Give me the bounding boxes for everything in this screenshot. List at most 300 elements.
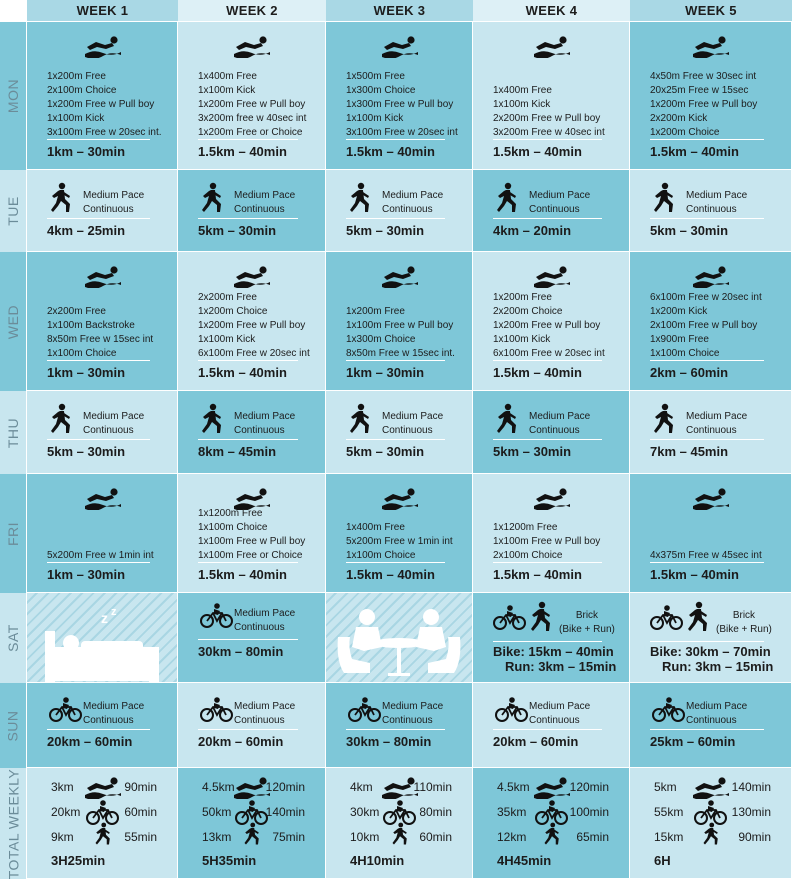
swim-set-line: 1x200m Choice bbox=[650, 127, 720, 138]
dining-table-icon bbox=[334, 607, 466, 679]
swim-set-line: 1x900m Free bbox=[650, 334, 709, 345]
pace-line: Brick bbox=[575, 610, 599, 621]
swim-set-line: 1x200m Free w Pull boy bbox=[493, 320, 601, 331]
sat-bike-total: Bike: 30km – 70min bbox=[650, 644, 771, 659]
pace-line: Medium Pace bbox=[382, 411, 444, 422]
swim-set-line: 20x25m Free w 15sec bbox=[650, 85, 749, 96]
day-label-thu bbox=[0, 391, 26, 474]
mon-week-2-cell bbox=[178, 22, 325, 169]
wed-week-4-cell bbox=[473, 252, 629, 390]
runner-icon bbox=[200, 182, 224, 214]
thu-total: 5km – 30min bbox=[493, 444, 572, 459]
swimmer-icon bbox=[533, 264, 571, 288]
pace-line: Continuous bbox=[83, 204, 134, 215]
cyclist-icon bbox=[495, 697, 529, 723]
mon-swim-sets bbox=[493, 84, 605, 140]
wed-swim-sets bbox=[47, 305, 153, 361]
weekly-total: 5H35min bbox=[202, 853, 257, 868]
sleeping-icon bbox=[41, 601, 165, 689]
swimmer-icon bbox=[84, 486, 122, 510]
sat-pace bbox=[234, 607, 295, 635]
runner-icon bbox=[49, 182, 73, 214]
runner-icon bbox=[49, 403, 73, 435]
mon-swim-sets bbox=[47, 70, 162, 140]
swim-set-line: 1x100m Kick bbox=[493, 334, 551, 345]
sun-pace bbox=[529, 700, 590, 728]
swim-set-line: 1x300m Free w Pull boy bbox=[346, 99, 454, 110]
sun-week-3-cell bbox=[326, 683, 472, 767]
swim-set-line: 2x200m Free bbox=[47, 306, 106, 317]
mon-week-4-cell bbox=[473, 22, 629, 169]
weekly-bike-distance: 55km bbox=[654, 805, 684, 819]
weekly-total: 3H25min bbox=[51, 853, 106, 868]
swim-set-line: 1x200m Free w Pull boy bbox=[198, 99, 306, 110]
fri-total: 1.5km – 40min bbox=[650, 567, 739, 582]
tue-total: 5km – 30min bbox=[650, 223, 729, 238]
divider bbox=[346, 139, 445, 140]
tue-week-3-cell bbox=[326, 170, 472, 251]
tue-total: 4km – 25min bbox=[47, 223, 126, 238]
swim-set-line: 1x100m Kick bbox=[198, 334, 256, 345]
pace-line: Continuous bbox=[686, 715, 737, 726]
sun-week-1-cell bbox=[27, 683, 177, 767]
tue-week-4-cell bbox=[473, 170, 629, 251]
day-label-text: WED bbox=[5, 304, 22, 339]
pace-line: Medium Pace bbox=[234, 411, 296, 422]
divider bbox=[346, 562, 445, 563]
fri-week-1-cell bbox=[27, 474, 177, 592]
fri-swim-sets bbox=[346, 521, 453, 563]
pace-line: Continuous bbox=[234, 204, 285, 215]
day-label-text: SUN bbox=[5, 709, 21, 742]
sun-total: 20km – 60min bbox=[493, 734, 579, 749]
divider bbox=[493, 139, 602, 140]
divider bbox=[650, 641, 764, 642]
weekly-total: 4H10min bbox=[350, 853, 405, 868]
divider bbox=[493, 439, 602, 440]
swim-set-line: 1x100m Choice bbox=[198, 522, 268, 533]
runner-icon bbox=[686, 601, 710, 633]
weekly-run-distance: 9km bbox=[51, 830, 74, 844]
cyclist-icon bbox=[200, 603, 234, 629]
divider bbox=[346, 218, 445, 219]
weekly-run-time: 90min bbox=[738, 830, 771, 844]
tue-total: 5km – 30min bbox=[346, 223, 425, 238]
weekly-bike-distance: 50km bbox=[202, 805, 232, 819]
weekly-swim-time: 140min bbox=[731, 780, 771, 794]
weekly-run-distance: 13km bbox=[202, 830, 232, 844]
swim-set-line: 1x200m Kick bbox=[650, 306, 708, 317]
week-header-3: WEEK 3 bbox=[326, 0, 473, 21]
divider bbox=[650, 562, 764, 563]
pace-line: Medium Pace bbox=[83, 190, 145, 201]
swim-set-line: 1x200m Free bbox=[47, 71, 106, 82]
divider bbox=[493, 641, 602, 642]
divider bbox=[493, 729, 602, 730]
swim-set-line: 1x100m Kick bbox=[47, 113, 105, 124]
pace-line: Continuous bbox=[529, 204, 580, 215]
sun-pace bbox=[83, 700, 144, 728]
day-label-tue bbox=[0, 170, 26, 252]
day-label-fri bbox=[0, 474, 26, 593]
fri-swim-sets bbox=[650, 549, 762, 563]
wed-week-5-cell bbox=[630, 252, 791, 390]
thu-pace bbox=[234, 410, 295, 438]
weekly-bike-distance: 20km bbox=[51, 805, 81, 819]
swim-set-line: 6x100m Free w 20sec int bbox=[650, 292, 762, 303]
weekly-swim-time: 120min bbox=[569, 780, 609, 794]
weekly-swim-distance: 4km bbox=[350, 780, 373, 794]
mon-swim-sets bbox=[346, 70, 458, 140]
thu-pace bbox=[686, 410, 747, 438]
thu-week-4-cell bbox=[473, 391, 629, 473]
mon-total: 1.5km – 40min bbox=[650, 144, 739, 159]
swim-set-line: 1x200m Free or Choice bbox=[198, 127, 303, 138]
swim-set-line: 1x200m Free w Pull boy bbox=[47, 99, 155, 110]
day-label-text: MON bbox=[5, 78, 22, 114]
weekly-week-5-cell bbox=[630, 768, 791, 878]
fri-swim-sets bbox=[493, 521, 600, 563]
swim-set-line: 1x200m Free w Pull boy bbox=[198, 320, 306, 331]
mon-swim-sets bbox=[650, 70, 757, 140]
runner-icon bbox=[495, 403, 519, 435]
weekly-swim-time: 110min bbox=[413, 780, 452, 794]
pace-line: Medium Pace bbox=[234, 190, 296, 201]
thu-total: 5km – 30min bbox=[47, 444, 126, 459]
wed-total: 1.5km – 40min bbox=[493, 365, 582, 380]
swim-set-line: 1x100m Choice bbox=[650, 348, 720, 359]
divider bbox=[47, 439, 150, 440]
pace-line: Continuous bbox=[382, 425, 433, 436]
fri-week-5-cell bbox=[630, 474, 791, 592]
sun-pace bbox=[686, 700, 747, 728]
weekly-run-time: 75min bbox=[272, 830, 305, 844]
swim-set-line: 2x200m Free w Pull boy bbox=[493, 113, 601, 124]
weekly-swim-distance: 4.5km bbox=[202, 780, 235, 794]
runner-icon bbox=[348, 403, 372, 435]
mon-total: 1km – 30min bbox=[47, 144, 126, 159]
sun-total: 25km – 60min bbox=[650, 734, 736, 749]
thu-week-1-cell bbox=[27, 391, 177, 473]
wed-week-3-cell bbox=[326, 252, 472, 390]
pace-line: Medium Pace bbox=[529, 190, 591, 201]
day-label-mon bbox=[0, 22, 26, 170]
swim-set-line: 8x50m Free w 15sec int. bbox=[346, 348, 455, 359]
sat-brick-label bbox=[716, 609, 772, 637]
tue-pace bbox=[529, 189, 590, 217]
swim-set-line: 8x50m Free w 15sec int bbox=[47, 334, 154, 345]
wed-total: 1.5km – 40min bbox=[198, 365, 287, 380]
swim-set-line: 3x100m Free w 20sec int bbox=[346, 127, 458, 138]
day-label-text: THU bbox=[5, 417, 21, 448]
day-label-text: TOTAL WEEKLY bbox=[5, 768, 22, 879]
tue-pace bbox=[234, 189, 295, 217]
fri-swim-sets bbox=[47, 549, 154, 563]
swim-set-line: 4x50m Free w 30sec int bbox=[650, 71, 757, 82]
weekly-swim-time: 120min bbox=[265, 780, 305, 794]
tue-week-5-cell bbox=[630, 170, 791, 251]
runner-icon bbox=[529, 601, 553, 633]
svg-text:z: z bbox=[110, 606, 116, 618]
pace-line: Medium Pace bbox=[686, 190, 748, 201]
weekly-run-time: 55min bbox=[124, 830, 157, 844]
pace-line: Medium Pace bbox=[83, 411, 145, 422]
fri-week-3-cell bbox=[326, 474, 472, 592]
thu-total: 8km – 45min bbox=[198, 444, 277, 459]
swim-set-line: 1x100m Kick bbox=[493, 99, 551, 110]
runner-icon bbox=[391, 822, 409, 846]
wed-swim-sets bbox=[198, 291, 310, 361]
swim-set-line: 4x375m Free w 45sec int bbox=[650, 550, 762, 561]
pace-line: Medium Pace bbox=[529, 411, 591, 422]
pace-line: (Bike + Run) bbox=[559, 624, 615, 635]
divider bbox=[493, 562, 602, 563]
weekly-week-2-cell bbox=[178, 768, 325, 878]
swim-set-line: 1x100m Free w Pull boy bbox=[198, 536, 306, 547]
runner-icon bbox=[652, 403, 676, 435]
weekly-week-1-cell bbox=[27, 768, 177, 878]
swim-set-line: 6x100m Free w 20sec int bbox=[493, 348, 605, 359]
swim-set-line: 1x300m Choice bbox=[346, 334, 416, 345]
swimmer-icon bbox=[381, 486, 419, 510]
pace-line: (Bike + Run) bbox=[716, 624, 772, 635]
swimmer-icon bbox=[692, 264, 730, 288]
pace-line: Continuous bbox=[234, 715, 285, 726]
swim-set-line: 1x300m Choice bbox=[346, 85, 416, 96]
wed-swim-sets bbox=[346, 305, 455, 361]
swim-set-line: 1x100m Choice bbox=[346, 550, 416, 561]
pace-line: Medium Pace bbox=[382, 701, 444, 712]
swim-set-line: 3x100m Free w 20sec int. bbox=[47, 127, 162, 138]
thu-pace bbox=[382, 410, 443, 438]
swim-set-line: 2x200m Kick bbox=[650, 113, 708, 124]
swim-set-line: 5x200m Free w 1min int bbox=[346, 536, 453, 547]
pace-line: Brick bbox=[732, 610, 756, 621]
swim-set-line: 2x200m Choice bbox=[493, 306, 563, 317]
sat-run-total: Run: 3km – 15min bbox=[662, 659, 774, 674]
sun-pace bbox=[234, 700, 295, 728]
swimmer-icon bbox=[692, 486, 730, 510]
weekly-run-time: 60min bbox=[419, 830, 452, 844]
sat-week-5-cell bbox=[630, 593, 791, 682]
sat-total: 30km – 80min bbox=[198, 644, 284, 659]
pace-line: Medium Pace bbox=[686, 701, 748, 712]
mon-swim-sets bbox=[198, 70, 306, 140]
cyclist-icon bbox=[650, 605, 684, 631]
week-header-4: WEEK 4 bbox=[473, 0, 630, 21]
sat-week-2-cell bbox=[178, 593, 325, 682]
weekly-run-time: 65min bbox=[576, 830, 609, 844]
swimmer-icon bbox=[84, 264, 122, 288]
pace-line: Continuous bbox=[382, 204, 433, 215]
weekly-run-distance: 12km bbox=[497, 830, 527, 844]
sat-run-total: Run: 3km – 15min bbox=[505, 659, 617, 674]
pace-line: Medium Pace bbox=[529, 701, 591, 712]
tue-total: 4km – 20min bbox=[493, 223, 572, 238]
weekly-swim-distance: 4.5km bbox=[497, 780, 530, 794]
runner-icon bbox=[652, 182, 676, 214]
pace-line: Medium Pace bbox=[83, 701, 145, 712]
swim-set-line: 1x100m Free w Pull boy bbox=[493, 536, 601, 547]
divider bbox=[47, 218, 150, 219]
swimmer-icon bbox=[233, 264, 271, 288]
tue-pace bbox=[686, 189, 747, 217]
pace-line: Continuous bbox=[686, 204, 737, 215]
swim-set-line: 1x100m Free or Choice bbox=[198, 550, 303, 561]
swimmer-icon bbox=[533, 486, 571, 510]
pace-line: Continuous bbox=[529, 715, 580, 726]
divider bbox=[198, 729, 298, 730]
fri-total: 1.5km – 40min bbox=[198, 567, 287, 582]
runner-icon bbox=[495, 182, 519, 214]
swimmer-icon bbox=[692, 775, 730, 799]
fri-total: 1km – 30min bbox=[47, 567, 126, 582]
pace-line: Medium Pace bbox=[382, 190, 444, 201]
sun-pace bbox=[382, 700, 443, 728]
sat-week-4-cell bbox=[473, 593, 629, 682]
divider bbox=[198, 360, 298, 361]
divider bbox=[650, 218, 764, 219]
fri-total: 1.5km – 40min bbox=[346, 567, 435, 582]
weekly-week-3-cell bbox=[326, 768, 472, 878]
swim-set-line: 2x100m Choice bbox=[493, 550, 563, 561]
swim-set-line: 1x100m Free w Pull boy bbox=[346, 320, 454, 331]
swimmer-icon bbox=[84, 34, 122, 58]
wed-week-1-cell bbox=[27, 252, 177, 390]
divider bbox=[47, 729, 150, 730]
divider bbox=[493, 218, 602, 219]
day-label-sun bbox=[0, 683, 26, 768]
swimmer-icon bbox=[533, 34, 571, 58]
cyclist-icon bbox=[652, 697, 686, 723]
swim-set-line: 1x200m Choice bbox=[198, 306, 268, 317]
swim-set-line: 6x100m Free w 20sec int bbox=[198, 348, 310, 359]
weekly-swim-distance: 5km bbox=[654, 780, 677, 794]
divider bbox=[650, 360, 764, 361]
swimmer-icon bbox=[381, 34, 419, 58]
weekly-run-distance: 10km bbox=[350, 830, 380, 844]
thu-week-2-cell bbox=[178, 391, 325, 473]
swim-set-line: 2x200m Free bbox=[198, 292, 257, 303]
swim-set-line: 1x400m Free bbox=[493, 85, 552, 96]
sun-week-2-cell bbox=[178, 683, 325, 767]
swimmer-icon bbox=[84, 775, 122, 799]
divider bbox=[198, 639, 298, 640]
sat-week-3-cell bbox=[326, 593, 472, 682]
day-label-sat bbox=[0, 593, 26, 683]
swim-set-line: 1x100m Choice bbox=[47, 348, 117, 359]
runner-icon bbox=[348, 182, 372, 214]
week-header-1: WEEK 1 bbox=[27, 0, 178, 21]
runner-icon bbox=[94, 822, 112, 846]
sat-bike-total: Bike: 15km – 40min bbox=[493, 644, 614, 659]
divider bbox=[650, 729, 764, 730]
swimmer-icon bbox=[233, 34, 271, 58]
sat-week-1-cell bbox=[27, 593, 177, 682]
divider bbox=[346, 729, 445, 730]
runner-icon bbox=[243, 822, 261, 846]
fri-swim-sets bbox=[198, 507, 305, 563]
swim-set-line: 1x100m Kick bbox=[346, 113, 404, 124]
wed-total: 2km – 60min bbox=[650, 365, 729, 380]
divider bbox=[47, 360, 150, 361]
cyclist-icon bbox=[493, 605, 527, 631]
fri-total: 1.5km – 40min bbox=[493, 567, 582, 582]
thu-pace bbox=[529, 410, 590, 438]
swim-set-line: 3x200m free w 40sec int bbox=[198, 113, 307, 124]
swim-set-line: 1x500m Free bbox=[346, 71, 405, 82]
sun-total: 30km – 80min bbox=[346, 734, 432, 749]
swimmer-icon bbox=[381, 264, 419, 288]
pace-line: Continuous bbox=[83, 715, 134, 726]
swim-set-line: 1x1200m Free bbox=[198, 508, 263, 519]
wed-swim-sets bbox=[650, 291, 762, 361]
sat-brick-label bbox=[559, 609, 615, 637]
swim-set-line: 1x200m Free bbox=[493, 292, 552, 303]
svg-text:z: z bbox=[100, 610, 108, 626]
thu-week-3-cell bbox=[326, 391, 472, 473]
divider bbox=[198, 439, 298, 440]
fri-week-2-cell bbox=[178, 474, 325, 592]
swim-set-line: 1x400m Free bbox=[198, 71, 257, 82]
thu-week-5-cell bbox=[630, 391, 791, 473]
pace-line: Continuous bbox=[382, 715, 433, 726]
mon-total: 1.5km – 40min bbox=[493, 144, 582, 159]
wed-total: 1km – 30min bbox=[47, 365, 126, 380]
tue-total: 5km – 30min bbox=[198, 223, 277, 238]
pace-line: Medium Pace bbox=[234, 701, 296, 712]
day-label-text: SAT bbox=[5, 624, 22, 652]
swim-set-line: 1x400m Free bbox=[346, 522, 405, 533]
tue-pace bbox=[382, 189, 443, 217]
cyclist-icon bbox=[200, 697, 234, 723]
mon-week-1-cell bbox=[27, 22, 177, 169]
week-header-2: WEEK 2 bbox=[178, 0, 326, 21]
weekly-run-distance: 15km bbox=[654, 830, 684, 844]
swim-set-line: 2x100m Choice bbox=[47, 85, 117, 96]
swim-set-line: 3x200m Free w 40sec int bbox=[493, 127, 605, 138]
divider bbox=[346, 360, 445, 361]
wed-total: 1km – 30min bbox=[346, 365, 425, 380]
weekly-bike-distance: 35km bbox=[497, 805, 527, 819]
divider bbox=[650, 139, 764, 140]
tue-week-2-cell bbox=[178, 170, 325, 251]
weekly-swim-distance: 3km bbox=[51, 780, 74, 794]
divider bbox=[198, 139, 298, 140]
divider bbox=[198, 562, 298, 563]
weekly-swim-time: 90min bbox=[124, 780, 157, 794]
runner-icon bbox=[543, 822, 561, 846]
sun-week-5-cell bbox=[630, 683, 791, 767]
week-header-5: WEEK 5 bbox=[630, 0, 792, 21]
weekly-bike-time: 140min bbox=[265, 805, 305, 819]
mon-week-5-cell bbox=[630, 22, 791, 169]
thu-total: 5km – 30min bbox=[346, 444, 425, 459]
weekly-bike-time: 100min bbox=[569, 805, 609, 819]
divider bbox=[47, 139, 150, 140]
swim-set-line: 1x100m Kick bbox=[198, 85, 256, 96]
mon-week-3-cell bbox=[326, 22, 472, 169]
thu-total: 7km – 45min bbox=[650, 444, 729, 459]
cyclist-icon bbox=[348, 697, 382, 723]
swim-set-line: 1x200m Free w Pull boy bbox=[650, 99, 758, 110]
pace-line: Medium Pace bbox=[234, 608, 296, 619]
swimmer-icon bbox=[692, 34, 730, 58]
pace-line: Continuous bbox=[234, 622, 285, 633]
sun-total: 20km – 60min bbox=[47, 734, 133, 749]
sun-week-4-cell bbox=[473, 683, 629, 767]
swim-set-line: 5x200m Free w 1min int bbox=[47, 550, 154, 561]
